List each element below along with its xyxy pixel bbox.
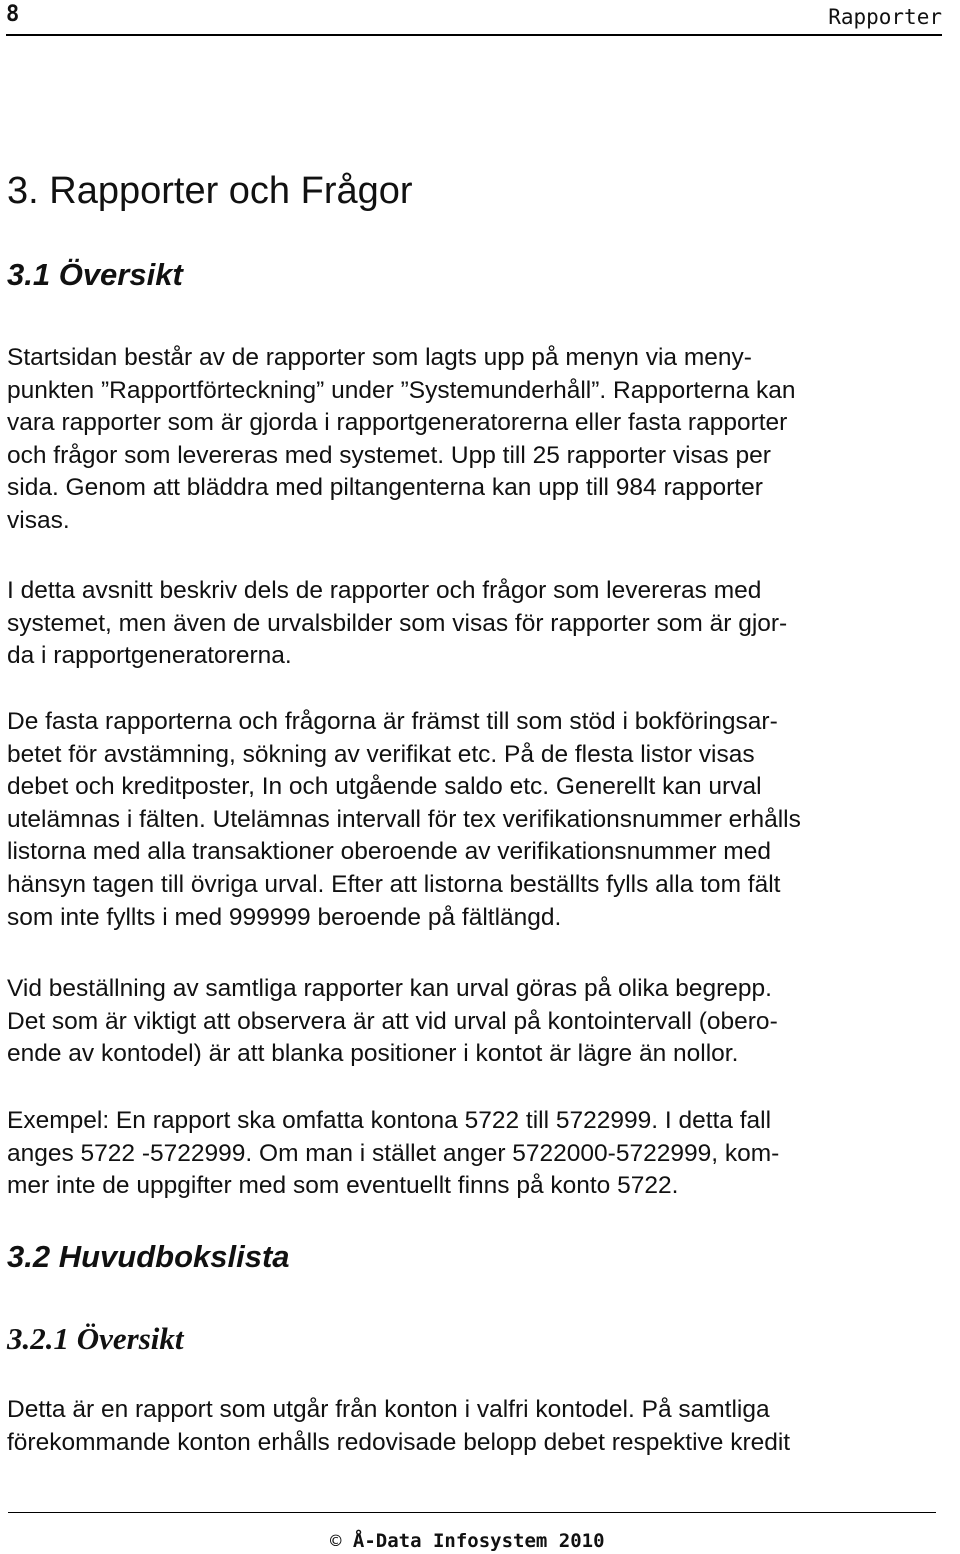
paragraph-exempel: Exempel: En rapport ska omfatta kontona 5722 till 5722999. I detta fall anges 5722 -5722999. Om man i stället anger 5722000-5722999, kom- mer inte de uppgifter med som eventuellt finns på konto 5722. [7, 1107, 780, 1200]
page-number: 8 [6, 2, 20, 27]
section-overview-heading: 3.1 Översikt [7, 257, 183, 292]
paragraph-fasta-rapporter: De fasta rapporterna och frågorna är främst till som stöd i bokföringsar- betet för avstämning, sökning av verifikat etc. På de flesta listor visas debet och kreditposter, In och utgående saldo etc. Generellt kan urval utelämnas i fälten. Utelämnas intervall för tex verifikationsnummer erhålls listorna med alla transaktioner oberoende av verifikationsnummer med hänsyn tagen till övriga urval. Efter att listorna beställts fylls alla tom fält som inte fyllts i med 999999 beroende på fältlängd. [7, 708, 801, 931]
page-footer [330, 1528, 605, 1554]
footer-company: Å-Data Infosystem 2010 [352, 1530, 605, 1552]
paragraph-startsidan: Startsidan består av de rapporter som lagts upp på menyn via meny- punkten ”Rapportförteckning” under ”Systemunderhåll”. Rapporterna kan vara rapporter som är gjorda i rapportgeneratorerna eller fasta rapporter och frågor som levereras med systemet. Upp till 25 rapporter visas per sida. Genom att bläddra med piltangenterna kan upp till 984 rapporter visas. [7, 344, 796, 534]
section-huvudbok-heading: 3.2 Huvudbokslista [7, 1239, 290, 1274]
paragraph-bestallning: Vid beställning av samtliga rapporter kan urval göras på olika begrepp. Det som är viktigt att observera är att vid urval på kontointervall (obero- ende av kontodel) är att blanka positioner i kontot är lägre än nollor. [7, 975, 778, 1068]
chapter-heading: 3. Rapporter och Frågor [7, 170, 413, 212]
paragraph-avsnitt: I detta avsnitt beskriv dels de rapporter och frågor som levereras med systemet, men även de urvalsbilder som visas för rapporter som är gjor- da i rapportgeneratorerna. [7, 577, 788, 670]
running-title: Rapporter [828, 5, 942, 29]
subsection-overview-heading: 3.2.1 Översikt [7, 1321, 184, 1356]
footer-divider [8, 1512, 936, 1513]
paragraph-huvudbok-overview: Detta är en rapport som utgår från konton i valfri kontodel. På samtliga förekommande konton erhålls redovisade belopp debet respektive kredit [7, 1396, 791, 1456]
page-header [6, 0, 942, 36]
copyright-icon: © [330, 1530, 342, 1552]
